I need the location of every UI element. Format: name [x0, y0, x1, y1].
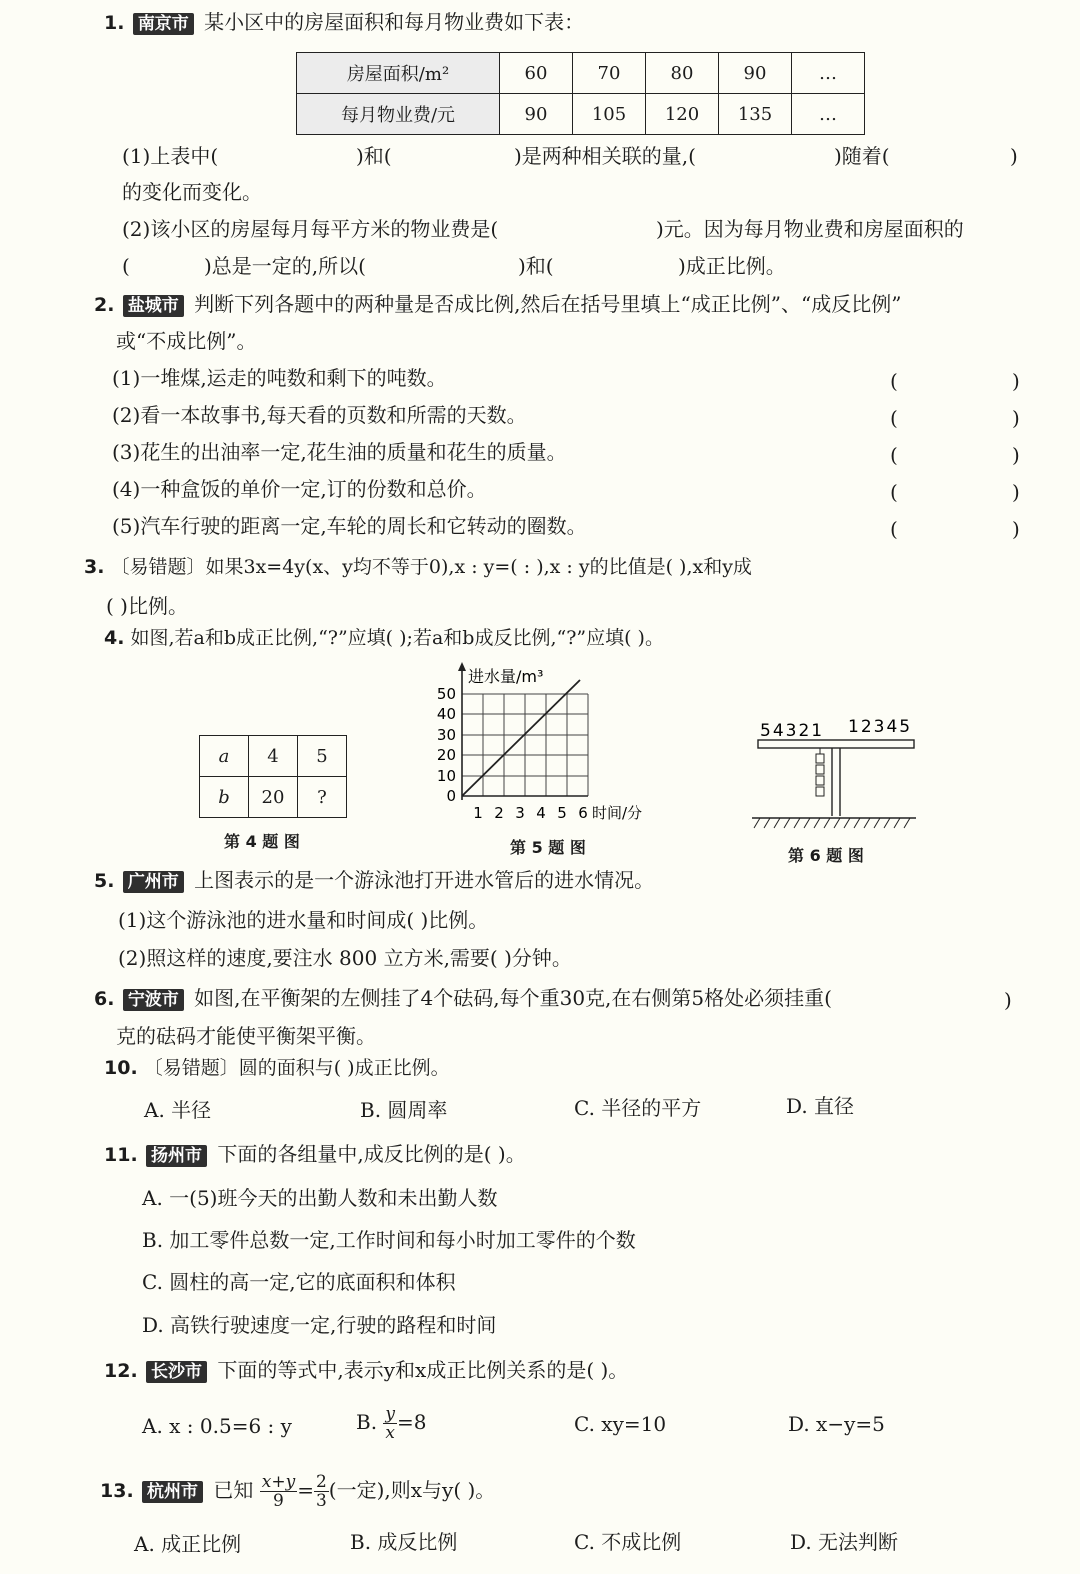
equation-rhs: =8 — [397, 1410, 427, 1434]
question-number: 4. — [104, 627, 125, 649]
table-cell: 80 — [646, 53, 719, 94]
figure-6-balance — [748, 708, 928, 836]
city-tag: 长沙市 — [146, 1361, 207, 1383]
tick-label: 5 — [557, 804, 567, 822]
list-item: (4)一种盒饭的单价一定,订的份数和总价。 — [112, 477, 487, 501]
figure-5-caption: 第 5 题 图 — [510, 838, 586, 857]
option-c: C. 半径的平方 — [574, 1096, 702, 1120]
question-stem-pre: 已知 — [213, 1478, 254, 1502]
table-cell: 4 — [249, 736, 298, 777]
list-item: (3)花生的出油率一定,花生油的质量和花生的质量。 — [112, 440, 567, 464]
fraction-denominator: 3 — [315, 1491, 327, 1511]
answer-right-paren: ) — [1012, 517, 1020, 541]
question-stem-cont: ( )比例。 — [106, 594, 188, 618]
question-stem: 〔易错题〕如果3x=4y(x、y均不等于0),x : y=( : ),x : y的比值是( ),x和y成 — [110, 556, 752, 578]
table-cell: 135 — [719, 94, 792, 135]
table-cell: … — [792, 53, 865, 94]
question-11 — [104, 1140, 526, 1169]
city-tag: 宁波市 — [123, 989, 184, 1011]
balance-beam — [758, 740, 914, 748]
city-tag: 杭州市 — [142, 1481, 203, 1503]
question-stem: 如图,若a和b成正比例,“?”应填( );若a和b成反比例,“?”应填( )。 — [130, 627, 664, 649]
question-stem: 〔易错题〕圆的面积与( )成正比例。 — [143, 1057, 450, 1079]
series-line — [462, 680, 580, 796]
table-cell: 90 — [719, 53, 792, 94]
figure-6-caption: 第 6 题 图 — [788, 846, 864, 865]
option-b: B. 加工零件总数一定,工作时间和每小时加工零件的个数 — [142, 1228, 636, 1252]
table-cell: ? — [298, 777, 347, 818]
option-label: B. — [356, 1410, 378, 1434]
table-cell: a — [200, 736, 249, 777]
option-d: D. 无法判断 — [790, 1530, 899, 1554]
table-cell: … — [792, 94, 865, 135]
table-cell: 20 — [249, 777, 298, 818]
q1-part2-a: (2)该小区的房屋每月每平方米的物业费是( — [122, 217, 499, 241]
fraction — [383, 1405, 397, 1442]
q5-part1: (1)这个游泳池的进水量和时间成( )比例。 — [118, 908, 489, 932]
fraction — [314, 1473, 329, 1510]
question-3 — [84, 553, 752, 581]
table-cell: 60 — [500, 53, 573, 94]
question-stem: 某小区中的房屋面积和每月物业费如下表： — [204, 10, 585, 34]
answer-left-paren: ( — [890, 369, 898, 393]
list-item: (2)看一本故事书,每天看的页数和所需的天数。 — [112, 403, 527, 427]
answer-left-paren: ( — [890, 406, 898, 430]
tick-label: 30 — [436, 726, 456, 744]
q1-part2-c: ( — [122, 254, 130, 278]
question-4 — [104, 624, 664, 652]
fraction-numerator: 2 — [315, 1472, 327, 1492]
list-item: (1)一堆煤,运走的吨数和剩下的吨数。 — [112, 366, 447, 390]
table-cell: b — [200, 777, 249, 818]
answer-right-paren: ) — [1012, 406, 1020, 430]
table-cell: 90 — [500, 94, 573, 135]
table-row — [297, 53, 865, 94]
left-scale-numbers: 54321 — [760, 721, 825, 741]
y-axis-label: 进水量/m³ — [468, 667, 544, 686]
q1-part1-e: ) — [1010, 144, 1018, 168]
option-d: D. 直径 — [786, 1094, 855, 1118]
fraction-numerator: x+y — [261, 1472, 296, 1492]
question-stem: 下面的等式中,表示y和x成正比例关系的是( )。 — [217, 1358, 629, 1382]
question-stem: 如图,在平衡架的左侧挂了4个砝码,每个重30克,在右侧第5格处必须挂重( — [194, 986, 832, 1010]
option-c: C. xy=10 — [574, 1412, 667, 1436]
city-tag: 广州市 — [123, 871, 184, 893]
tick-label: 2 — [494, 804, 504, 822]
city-tag: 扬州市 — [146, 1145, 207, 1167]
tick-label: 1 — [473, 804, 483, 822]
question-6 — [94, 984, 832, 1013]
question-number: 5. — [94, 870, 115, 892]
question-10 — [104, 1054, 450, 1082]
figure-4-table — [199, 735, 347, 818]
question-number: 1. — [104, 12, 125, 34]
question-number: 2. — [94, 294, 115, 316]
tick-label: 40 — [436, 705, 456, 723]
table-cell: 120 — [646, 94, 719, 135]
question-number: 11. — [104, 1144, 138, 1166]
question-12 — [104, 1356, 628, 1385]
fraction-denominator: 9 — [273, 1491, 284, 1511]
option-b: B. 圆周率 — [360, 1098, 448, 1122]
option-a: A. x : 0.5=6 : y — [142, 1414, 292, 1438]
answer-right-paren: ) — [1012, 480, 1020, 504]
tick-label: 50 — [436, 685, 456, 703]
option-b: B. 成反比例 — [350, 1530, 458, 1554]
q1-part1-d: )随着( — [834, 144, 890, 168]
answer-left-paren: ( — [890, 517, 898, 541]
right-scale-numbers: 12345 — [848, 717, 913, 737]
answer-right-paren: ) — [1012, 369, 1020, 393]
table-cell: 70 — [573, 53, 646, 94]
area-fee-table — [296, 52, 865, 135]
question-stem: 下面的各组量中,成反比例的是( )。 — [217, 1142, 526, 1166]
q1-part2-d: )总是一定的,所以( — [204, 254, 366, 278]
answer-left-paren: ( — [890, 480, 898, 504]
option-b — [356, 1402, 427, 1442]
question-number: 13. — [100, 1480, 134, 1502]
fraction — [260, 1473, 297, 1510]
fraction-numerator: y — [385, 1404, 396, 1424]
table-cell: 房屋面积/m² — [297, 53, 500, 94]
question-number: 10. — [104, 1057, 138, 1079]
q1-part2-b: )元。因为每月物业费和房屋面积的 — [656, 217, 964, 241]
q1-part1-a: (1)上表中( — [122, 144, 219, 168]
tick-label: 20 — [436, 746, 456, 764]
option-a: A. 一(5)班今天的出勤人数和未出勤人数 — [142, 1186, 498, 1210]
question-number: 6. — [94, 988, 115, 1010]
tick-label: 6 — [578, 804, 588, 822]
city-tag: 盐城市 — [123, 295, 184, 317]
table-cell: 105 — [573, 94, 646, 135]
list-item: (5)汽车行驶的距离一定,车轮的周长和它转动的圈数。 — [112, 514, 587, 538]
option-a: A. 成正比例 — [134, 1532, 242, 1556]
ground-hatching — [754, 818, 910, 828]
option-c: C. 不成比例 — [574, 1530, 682, 1554]
table-row — [297, 94, 865, 135]
option-c: C. 圆柱的高一定,它的底面积和体积 — [142, 1270, 456, 1294]
weight — [816, 776, 824, 785]
table-cell: 每月物业费/元 — [297, 94, 500, 135]
city-tag: 南京市 — [133, 13, 194, 35]
q1-part1-b: )和( — [356, 144, 392, 168]
x-axis-label: 时间/分 — [592, 804, 643, 822]
tick-label: 4 — [536, 804, 546, 822]
question-1 — [104, 8, 584, 37]
table-cell: 5 — [298, 736, 347, 777]
question-stem-cont: 克的砝码才能使平衡架平衡。 — [116, 1024, 376, 1048]
question-number: 12. — [104, 1360, 138, 1382]
option-d: D. x−y=5 — [788, 1412, 885, 1436]
figure-5-graph — [430, 660, 680, 830]
option-a: A. 半径 — [144, 1098, 212, 1122]
table-row — [200, 777, 347, 818]
question-stem: 判断下列各题中的两种量是否成比例,然后在括号里填上“成正比例”、“成反比例” — [194, 292, 902, 316]
weight — [816, 765, 824, 774]
q5-part2: (2)照这样的速度,要注水 800 立方米,需要( )分钟。 — [118, 946, 572, 970]
question-5 — [94, 866, 654, 895]
question-stem-cont: 或“不成比例”。 — [116, 329, 257, 353]
answer-left-paren: ( — [890, 443, 898, 467]
answer-right-paren: ) — [1004, 988, 1012, 1012]
y-axis-arrow — [458, 662, 466, 671]
question-2 — [94, 290, 901, 319]
fraction-denominator: x — [385, 1423, 396, 1443]
q1-part2-f: )成正比例。 — [678, 254, 786, 278]
tick-label: 3 — [515, 804, 525, 822]
q1-part1-c: )是两种相关联的量,( — [514, 144, 696, 168]
question-stem: 上图表示的是一个游泳池打开进水管后的进水情况。 — [194, 868, 655, 892]
weight — [816, 787, 824, 796]
question-stem-post: (一定),则x与y( )。 — [328, 1478, 496, 1502]
weight — [816, 754, 824, 763]
figure-4-caption: 第 4 题 图 — [224, 832, 300, 851]
equals-sign: = — [297, 1478, 314, 1502]
question-13 — [100, 1468, 495, 1513]
question-number: 3. — [84, 556, 105, 578]
tick-label: 0 — [446, 787, 456, 805]
option-d: D. 高铁行驶速度一定,行驶的路程和时间 — [142, 1313, 497, 1337]
table-row — [200, 736, 347, 777]
q1-part1-f: 的变化而变化。 — [122, 180, 262, 204]
answer-right-paren: ) — [1012, 443, 1020, 467]
tick-label: 10 — [436, 767, 456, 785]
q1-part2-e: )和( — [518, 254, 554, 278]
